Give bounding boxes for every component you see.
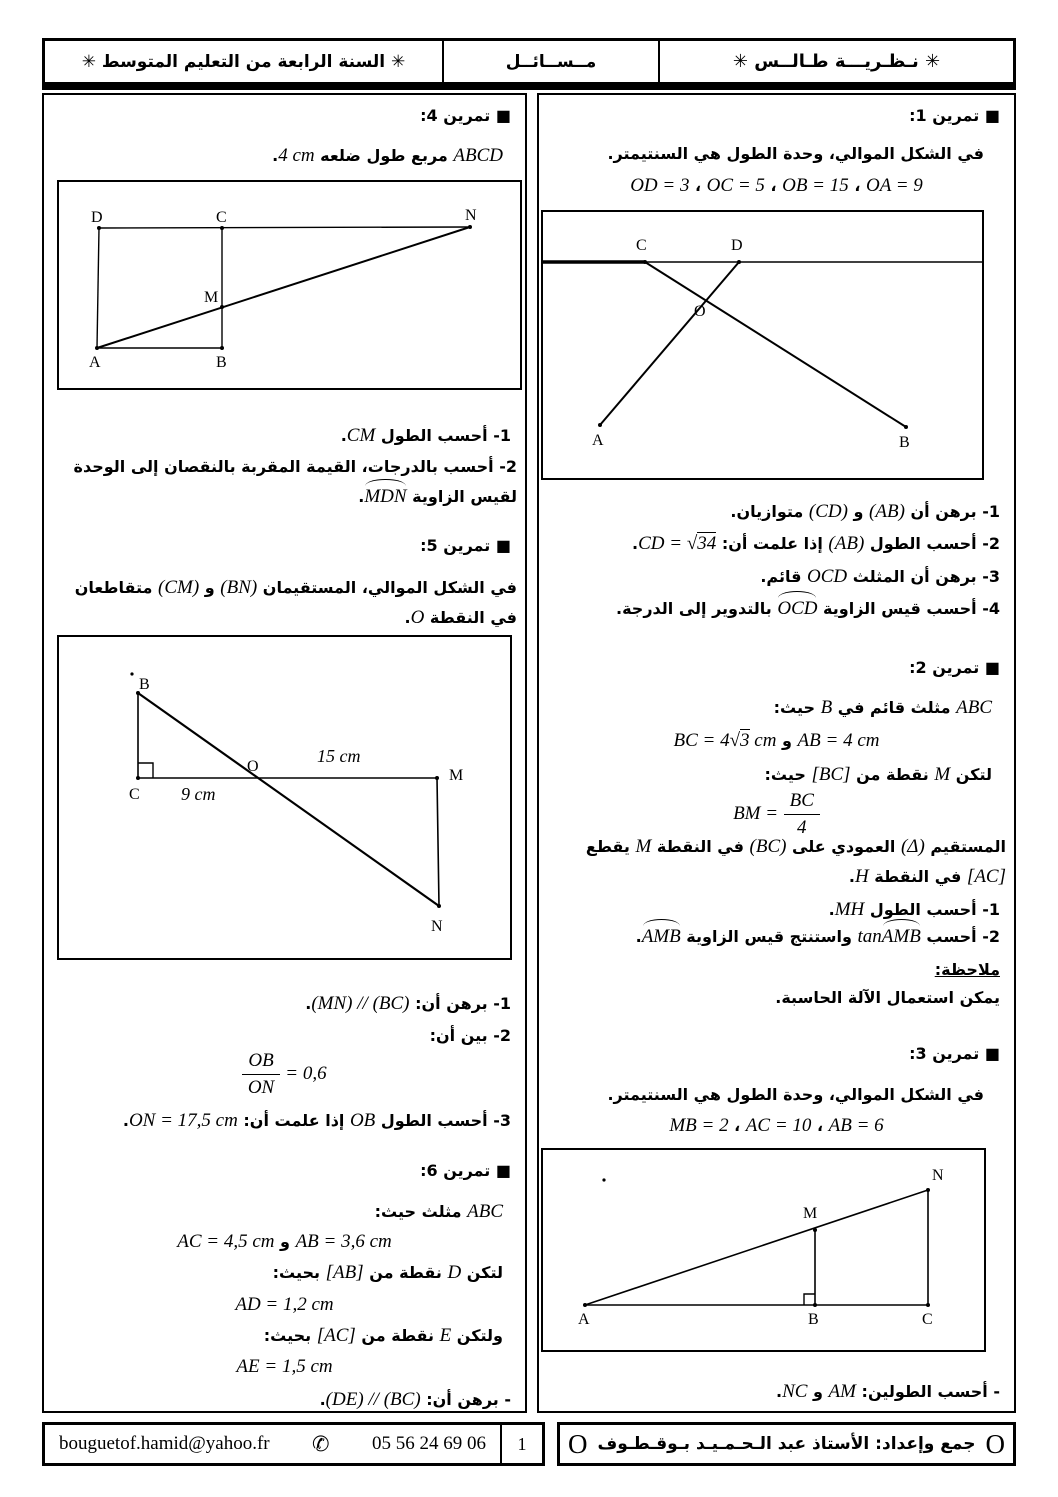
figure-ex5 [57,635,512,960]
fig4-label-D: D [91,209,103,226]
footer-contact [45,1432,500,1456]
text: 2- بين أن: [429,1026,511,1045]
angle-hat-OCD: OCD [777,594,817,624]
given-ab: AB = 6 [828,1115,884,1136]
fig5-label-M: M [449,767,464,784]
math: (DE) // (BC) [325,1389,421,1410]
point-N [437,904,441,908]
ex1-title [909,101,1000,131]
text: . [305,994,312,1013]
ex1-intro-text: في الشكل الموالي، وحدة الطول هي السنتيمتر. [607,144,984,163]
segment-DA [97,228,99,348]
footer-phone: 05 56 24 69 06 [371,1433,486,1454]
text: في الشكل الموالي، المستقيمان [257,578,517,597]
ex5-intro [54,573,517,633]
text: يقطع [585,837,636,856]
math: AC = 4,5 cm [177,1231,275,1252]
text: - برهن أن: [420,1390,511,1409]
given-oa: OA = 9 [865,175,923,196]
text: نقطة من [363,1263,448,1282]
ex5-q2 [430,1021,511,1051]
figure-ex3 [541,1148,986,1352]
ex6-givens [44,1227,525,1257]
angle-hat-AMB: AMB [642,922,681,952]
text: حيث: [773,698,821,717]
math: = 0,6 [285,1062,327,1084]
math-unit: cm [749,730,777,751]
phone-icon: ✆ [312,1432,330,1456]
radical-sign: √ [686,533,698,554]
header-title [660,41,1013,82]
point-A [583,1303,587,1307]
text: . [319,1390,326,1409]
ex5-q1 [305,989,511,1019]
math: BM = [733,802,779,824]
exercise-bullet: ■ [984,106,1000,125]
math: ABC [467,1201,503,1222]
text: 3- برهن أن المثلث [847,567,1000,586]
fig1-label-O: O [694,303,706,320]
circle-ornament: O [567,1428,588,1459]
exercise-bullet: ■ [495,106,511,125]
ex5-ratio-equation [44,1050,525,1099]
text: و [199,578,221,597]
point-C [220,226,224,230]
math-radical [674,731,777,750]
fig5-label-C: C [129,786,140,803]
ex3-title [909,1039,1000,1069]
text: . [358,487,365,506]
math: NC [782,1381,808,1402]
stray-dot [602,1178,605,1181]
text: . [635,927,642,946]
point-A [598,423,602,427]
text: متقاطعان في النقطة [74,578,517,627]
ex6-intro [375,1197,503,1227]
ex2-note-title [935,955,1000,985]
text: لتكن [461,1263,503,1282]
ex6-q [320,1385,511,1415]
geometry-ex1 [543,212,982,478]
math: (CM) [158,577,200,598]
math: (BC) [749,836,787,857]
text: بحيث: [272,1263,326,1282]
text: 2- أحسب بالدرجات، القيمة المقربة بالنقصان إلى الوحدة لقيس الزاوية [73,457,517,506]
text: إذا علمت أن: [237,1111,350,1130]
text: 2- أحسب [920,927,1000,946]
ex3-title-text: تمرين 3: [909,1044,980,1063]
fig5-label-O: O [247,758,259,775]
fig4-label-A: A [89,354,101,371]
text: . [776,1382,783,1401]
text: 1- برهن أن: [409,994,511,1013]
fig1-label-D: D [731,237,743,254]
point-N [468,225,472,229]
fig4-label-B: B [216,354,227,371]
fig4-label-M: M [204,289,219,306]
math: [AC] [316,1325,356,1346]
math: AE = 1,5 cm [236,1356,333,1377]
text: و [776,731,798,750]
fraction-equation [733,790,820,838]
separator: ، [848,176,866,195]
text: مربع طول ضلعه [314,146,454,165]
period: . [632,534,639,553]
text: قائم. [760,567,807,586]
math: OCD [807,566,848,587]
header-divider-1 [658,41,660,82]
point-M [220,305,224,309]
point-C [643,260,647,264]
math: E [439,1325,452,1346]
text: إذا علمت أن: [716,534,829,553]
ex3-q [776,1377,1000,1407]
fig1-label-C: C [636,237,647,254]
figure-ex4 [57,180,522,390]
point-B [220,346,224,350]
text: واستنتج قيس الزاوية [680,927,858,946]
ex1-intro [607,139,984,169]
math: D [447,1262,462,1283]
given-oc: OC = 5 [706,175,765,196]
geometry-ex5 [59,637,510,958]
stray-dot [130,672,133,675]
footer-contact-box [42,1422,545,1466]
point-N [926,1188,930,1192]
ex1-q3 [760,562,1000,592]
angle-hat-MDN: MDN [364,482,406,512]
header-subject [444,41,658,82]
ex2-title-text: تمرين 2: [909,658,980,677]
radicand: 3 [740,730,750,751]
separator: ، [728,1116,746,1135]
math: H [854,866,869,887]
text: 1- أحسب الطول [864,900,1000,919]
fig5-label-B: B [139,676,150,693]
text: . [272,146,279,165]
ex1-q4 [616,594,1000,624]
ex6-let-d [273,1258,503,1288]
text: متوازيان. [730,502,809,521]
math: (BN) [220,577,258,598]
point-C [926,1303,930,1307]
point-B [813,1303,817,1307]
tan-function: tan [857,926,882,947]
point-C [136,776,140,780]
ex6-let-e [264,1321,503,1351]
given-mb: MB = 2 [669,1115,729,1136]
fig4-label-N: N [465,207,477,224]
text: مثلث حيث: [374,1202,468,1221]
math: ON = 17,5 cm [128,1110,238,1131]
text: 4- أحسب قيس الزاوية [817,599,1000,618]
text: . [828,900,835,919]
page-number: 1 [517,1433,527,1454]
math: BC = 4 [673,730,730,751]
given-ob: OB = 15 [782,175,849,196]
math: AB = 4 cm [797,730,880,751]
ex6-ae [44,1352,525,1382]
ex3-intro [607,1080,984,1110]
math: 4 cm [278,145,315,166]
ex5-q3 [123,1106,511,1136]
text: - أحسب الطولين: [855,1382,1000,1401]
point-A [95,346,99,350]
text: لتكن [950,765,992,784]
radicand: 34 [697,533,717,554]
ex2-delta-statement [547,832,1006,892]
geometry-ex3 [543,1150,984,1350]
header-title-text: ✳ نـظـريـــة طـالــس ✳ [732,51,941,72]
segment-MN [437,778,439,906]
math: CM [346,425,376,446]
math: [BC] [811,764,851,785]
fig1-label-A: A [592,432,604,449]
ex2-q2 [636,922,1000,952]
text: حيث: [764,765,812,784]
math: AM [828,1381,856,1402]
text: و [274,1232,296,1251]
point-D [737,260,741,264]
separator: ، [811,1116,829,1135]
text: 3- أحسب الطول [375,1111,511,1130]
fig5-length-15cm: 15 cm [317,746,361,766]
given-od: OD = 3 [630,175,690,196]
math: AD = 1,2 cm [235,1294,334,1315]
text: في النقطة [868,867,967,886]
ex4-title-text: تمرين 4: [420,106,491,125]
footer-author: جمع وإعداد: الأستاذ عبد الـحـمـيـد بـوقـطـوف [597,1434,976,1454]
math: (CD) [808,501,848,522]
separator: ، [764,176,783,195]
ex1-givens [539,171,1014,201]
footer-author-box [557,1422,1016,1466]
segment-AD [600,262,739,425]
numerator: BC [784,790,820,815]
right-angle-mark-C [138,763,153,778]
denominator: ON [247,1076,275,1098]
exercise-bullet: ■ [984,658,1000,677]
exercise-bullet: ■ [984,1044,1000,1063]
fig1-label-B: B [899,434,910,451]
text: مثلث قائم في [832,698,957,717]
text: في النقطة [651,837,750,856]
math: CD = [638,533,687,554]
fig3-label-C: C [922,1311,933,1328]
footer-email: bouguetof.hamid@yahoo.fr [59,1433,270,1454]
text: 2- أحسب الطول [864,534,1000,553]
note-text: يمكن استعمال الآلة الحاسبة. [775,988,1000,1007]
segment-AN [97,227,470,348]
text: المستقيم [924,837,1006,856]
ex5-title [420,531,511,561]
fig3-label-A: A [578,1311,590,1328]
math: OB [349,1110,376,1131]
point-M [435,776,439,780]
math: (Δ) [900,836,925,857]
math: (AB) [828,533,865,554]
angle-hat-AMB: AMB [882,922,921,952]
math: ABCD [453,145,503,166]
separator: ، [689,176,707,195]
segment-CB [645,262,906,427]
ex1-q1 [730,497,1000,527]
given-ac: AC = 10 [745,1115,812,1136]
ex3-givens [539,1111,1014,1141]
header-subject-text: مــســائــل [505,51,597,72]
exercise-bullet: ■ [495,536,511,555]
math-radical [638,534,716,553]
ex4-title [420,101,511,131]
circle-ornament: O [985,1428,1006,1459]
ex4-q2 [54,452,517,512]
text: و [807,1382,829,1401]
ex6-title [420,1156,511,1186]
exercise-bullet: ■ [495,1161,511,1180]
fraction-equation [242,1050,327,1098]
math: [AC] [966,866,1006,887]
fig3-label-N: N [932,1167,944,1184]
ex2-let-m [764,760,992,790]
ex2-intro [774,693,992,723]
header-table [42,38,1016,85]
ex2-note [775,983,1000,1013]
numerator: OB [242,1050,279,1075]
ex2-title [909,653,1000,683]
math: (AB) [869,501,905,522]
header-rule [42,85,1016,90]
point-B [904,425,908,429]
math: [AB] [325,1262,364,1283]
point-D [97,226,101,230]
fig3-label-M: M [803,1205,818,1222]
ex5-title-text: تمرين 5: [420,536,491,555]
header-divider-2 [442,41,444,82]
point-M [813,1228,817,1232]
math: (MN) // (BC) [311,993,410,1014]
math: O [410,607,425,628]
text: بالتدوير إلى الدرجة. [616,599,778,618]
segment-DN [99,227,470,228]
ex2-givens [539,726,1014,756]
math: ABC [956,697,992,718]
geometry-ex4 [59,182,520,388]
fig3-label-B: B [808,1311,819,1328]
header-level [45,41,442,82]
left-column [42,93,527,1413]
math: B [820,697,833,718]
text: نقطة من [850,765,935,784]
fig5-length-9cm: 9 cm [181,784,216,804]
text: 1- برهن أن [904,502,1000,521]
ex1-q2 [632,529,1000,559]
ex1-title-text: تمرين 1: [909,106,980,125]
fraction [242,1050,279,1099]
text: . [848,867,855,886]
fig5-label-N: N [431,918,443,935]
denominator: 4 [797,816,807,838]
ex3-intro-text: في الشكل الموالي، وحدة الطول هي السنتيمتر. [607,1085,984,1104]
text: . [404,608,411,627]
right-column [537,93,1016,1413]
fig4-label-C: C [216,209,227,226]
note-title-text: ملاحظة: [934,960,1000,979]
right-angle-mark-B [804,1294,815,1305]
text: العمودي على [786,837,901,856]
math-tan [858,927,921,946]
text: 1- أحسب الطول [375,426,511,445]
segment-AN [585,1190,928,1305]
math: M [934,764,951,785]
ex6-title-text: تمرين 6: [420,1161,491,1180]
text: و [847,502,870,521]
text: نقطة من [355,1326,440,1345]
text: بحيث: [263,1326,317,1345]
radical-sign: √ [729,730,741,751]
ex4-q1 [341,421,511,451]
header-level-text: ✳ السنة الرابعة من التعليم المتوسط ✳ [81,51,406,72]
figure-ex1 [541,210,984,480]
text: . [122,1111,129,1130]
math: MH [834,899,865,920]
math: M [635,836,652,857]
ex6-ad [44,1290,525,1320]
ex4-intro [272,141,503,171]
math: AB = 3,6 cm [295,1231,392,1252]
text: ولتكن [451,1326,503,1345]
text: . [340,426,347,445]
